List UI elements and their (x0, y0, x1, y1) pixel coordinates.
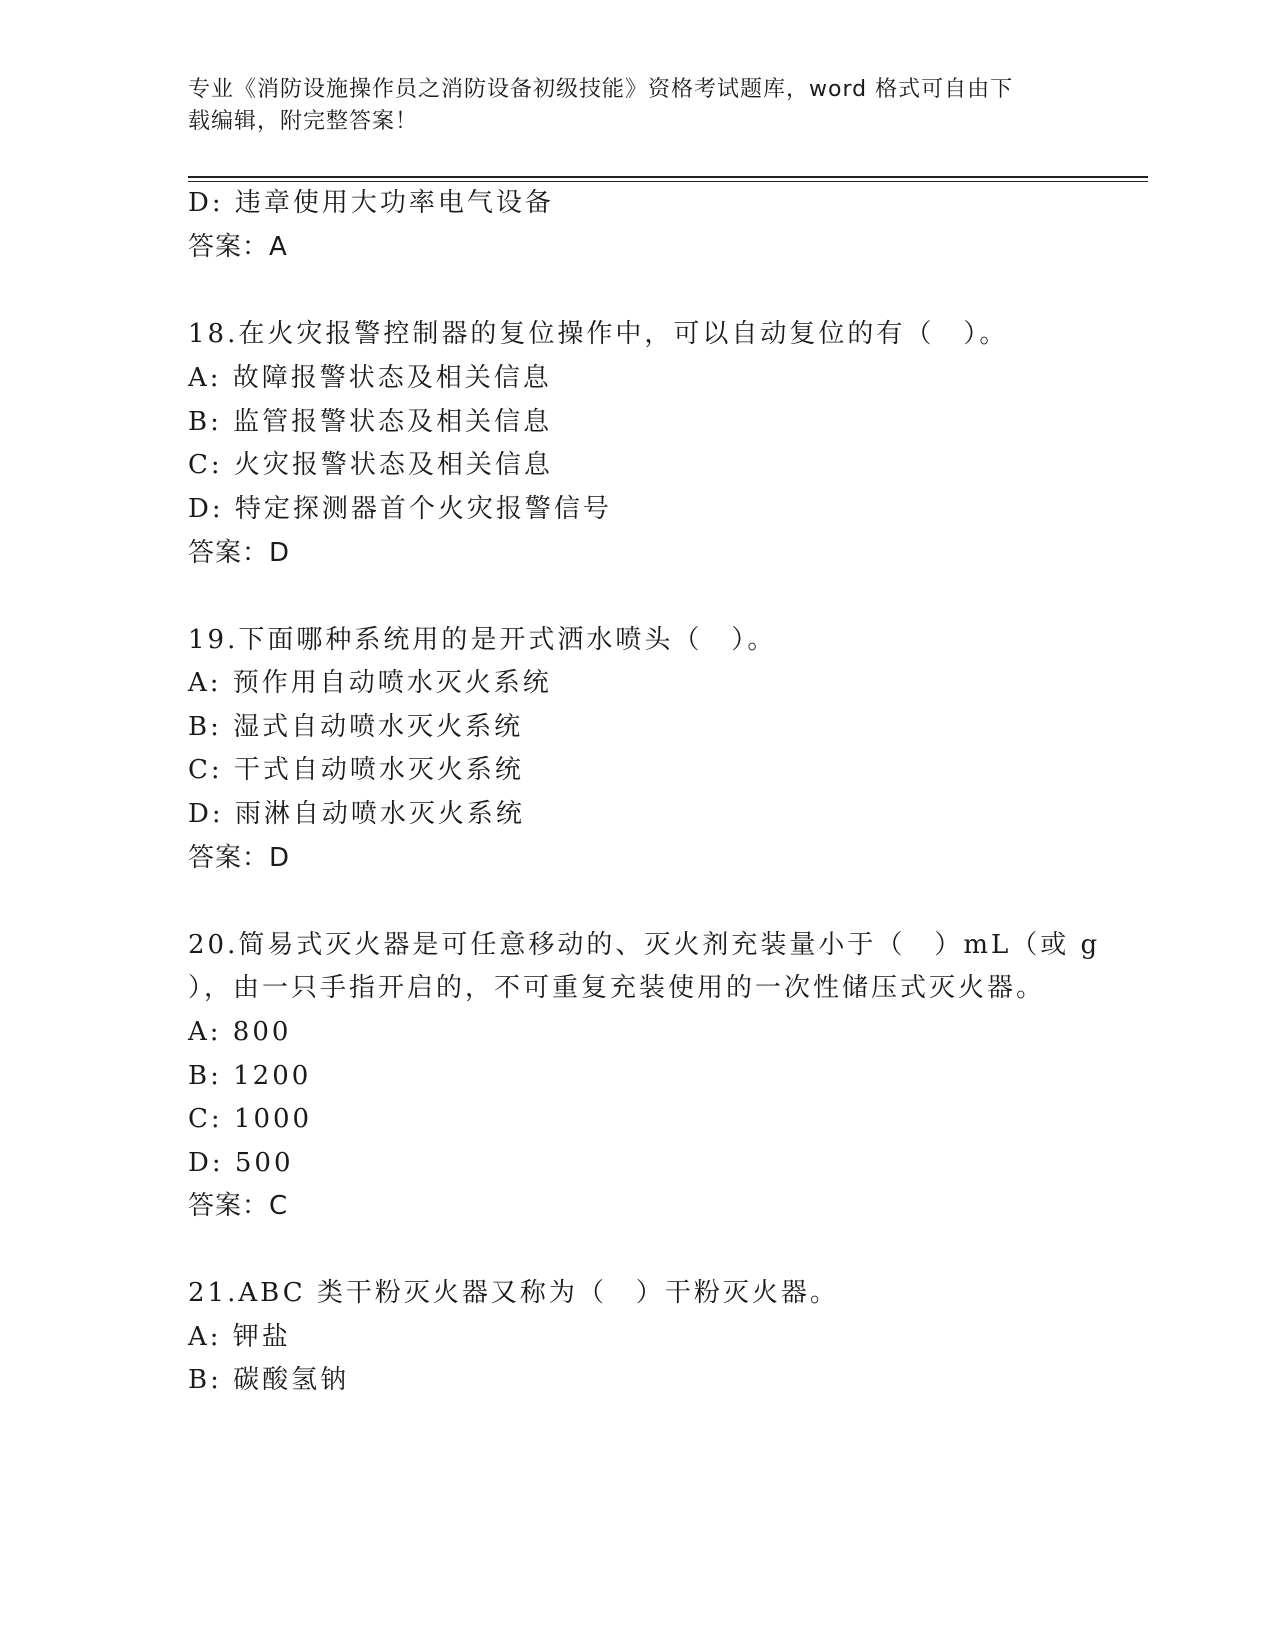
q20-option-c: C: 1000 (188, 1104, 313, 1134)
q18-option-c: C: 火灾报警状态及相关信息 (188, 450, 553, 480)
header-divider-thin (188, 181, 1148, 182)
q20-stem-line-1: 20.简易式灭火器是可任意移动的、灭火剂充装量小于（ ）mL（或 g (188, 930, 1101, 960)
q19-stem: 19.下面哪种系统用的是开式洒水喷头（ ）。 (188, 625, 777, 655)
q20-answer: 答案：C (188, 1191, 289, 1221)
prev-option-d: D: 违章使用大功率电气设备 (188, 188, 554, 218)
q19-option-a: A: 预作用自动喷水灭火系统 (188, 668, 552, 698)
q18-stem: 18.在火灾报警控制器的复位操作中，可以自动复位的有（ ）。 (188, 319, 1009, 349)
q18-option-a: A: 故障报警状态及相关信息 (188, 363, 552, 393)
prev-answer: 答案：A (188, 232, 288, 262)
q18-option-d: D: 特定探测器首个火灾报警信号 (188, 494, 612, 524)
q20-option-d: D: 500 (188, 1148, 294, 1178)
q19-option-b: B: 湿式自动喷水灭火系统 (188, 712, 524, 742)
q19-answer: 答案：D (188, 843, 291, 873)
q20-stem-line-2: ），由一只手指开启的，不可重复充装使用的一次性储压式灭火器。 (188, 973, 1046, 1003)
header-divider-thick (188, 176, 1148, 178)
header-line-2: 载编辑，附完整答案！ (188, 109, 419, 134)
q20-option-a: A: 800 (188, 1017, 292, 1047)
q18-answer: 答案：D (188, 538, 291, 568)
q19-option-c: C: 干式自动喷水灭火系统 (188, 755, 524, 785)
q21-stem: 21.ABC 类干粉灭火器又称为（ ）干粉灭火器。 (188, 1278, 839, 1308)
q19-option-d: D: 雨淋自动喷水灭火系统 (188, 799, 525, 829)
q21-option-a: A: 钾盐 (188, 1322, 291, 1352)
q18-option-b: B: 监管报警状态及相关信息 (188, 407, 553, 437)
q21-option-b: B: 碳酸氢钠 (188, 1365, 350, 1395)
header-line-1: 专业《消防设施操作员之消防设备初级技能》资格考试题库，word 格式可自由下 (188, 77, 1014, 102)
document-header (188, 74, 1068, 138)
q20-option-b: B: 1200 (188, 1061, 312, 1091)
